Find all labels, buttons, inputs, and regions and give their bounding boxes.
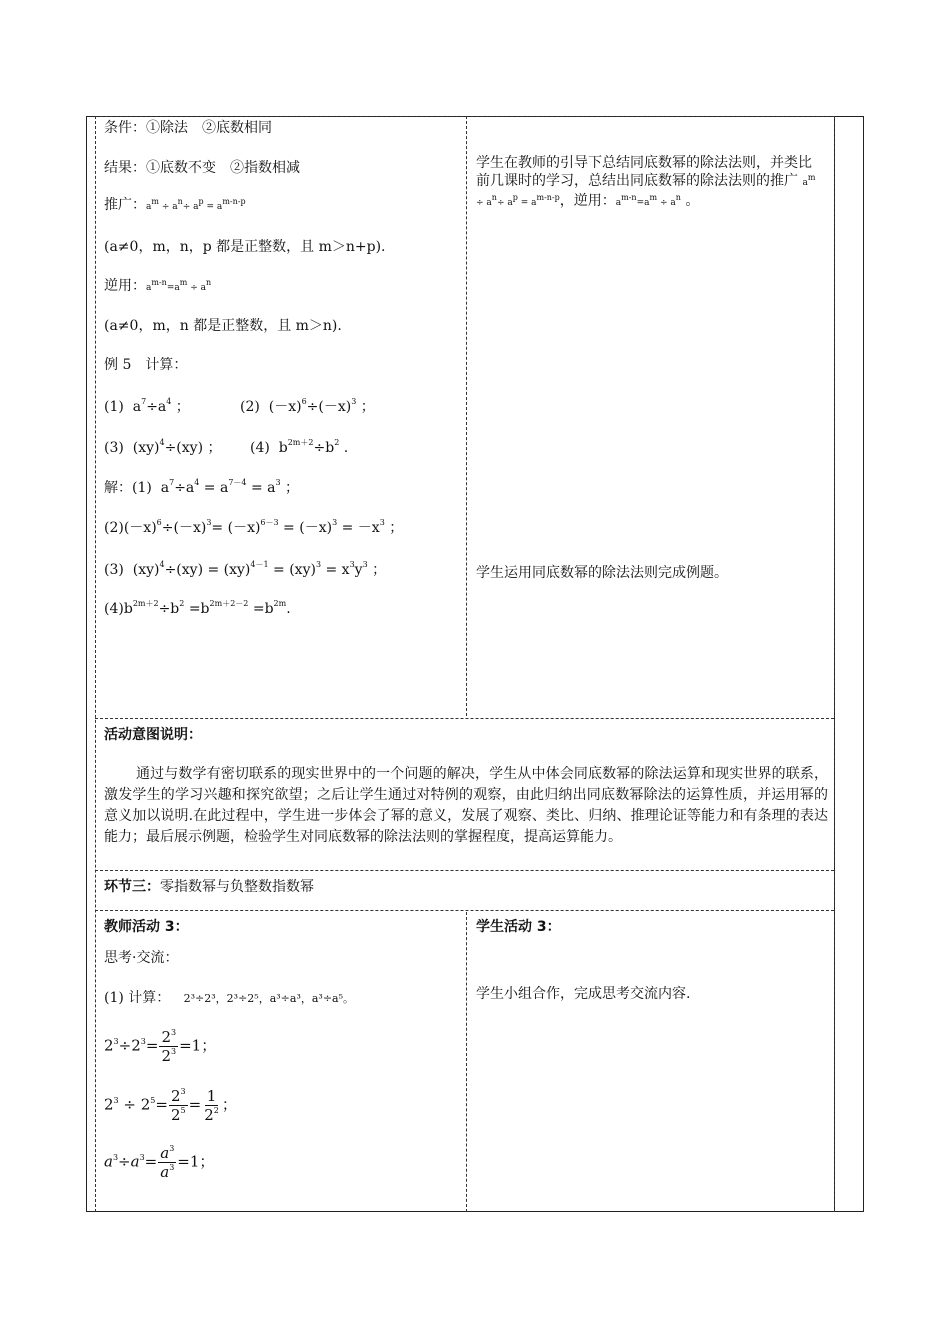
formula-2: $2^3 \div 2^5=$ $\frac{2^3}{2^5}$ = $\frac{1}{2^2}$ ； (104, 1087, 237, 1124)
student-activity-title: 学生活动 3： (476, 919, 561, 935)
generalize-line: 推广：$a^m \div a^n\div a^p = a^{m-n-p}$ (104, 197, 246, 213)
intent-title: 活动意图说明： (104, 727, 202, 743)
column-divider-bottom (466, 912, 467, 1212)
solution-2: $(2)(-x)^6\div(-x)^3= (-x)^{6-3} = (-x)^3 = -x^3$ ； (104, 518, 404, 536)
student-example-text: 学生运用同底数幂的除法法则完成例题。 (476, 565, 728, 581)
student-activity-body: 学生小组合作，完成思考交流内容. (476, 986, 691, 1002)
inverse-condition: (a≠0，m，n 都是正整数，且 m＞n). (104, 318, 342, 334)
left-inner-dash (95, 116, 96, 1212)
think-exchange: 思考·交流： (104, 950, 179, 966)
result-text: 结果：①底数不变 ②指数相减 (104, 160, 300, 176)
example-title: 例 5 计算： (104, 357, 188, 373)
solution-1: 解：(1) $a^7\div a^4 = a^{7-4} = a^3$ ； (104, 478, 300, 496)
teacher-activity-title: 教师活动 3： (104, 919, 189, 935)
formula-1: $2^3\div 2^3=$ $\frac{2^3}{2^3}$ =1； (104, 1028, 217, 1065)
example-1: (1) $a^7\div a^4$ ； (104, 397, 190, 415)
student-summary: 学生在教师的引导下总结同底数幂的除法法则，并类比前几课时的学习，总结出同底数幂的除法法则的推广 $a^m \div a^n\div a^p = a^{m-n-p}$，逆用：$a^{m-n}=a^m \div a^n$ 。 (476, 155, 816, 209)
example-2: (2) $(-x)^6\div(-x)^3$ ； (240, 397, 375, 415)
section3-title: 环节三：零指数幂与负整数指数幂 (104, 879, 314, 895)
example-4: (4) $b^{2m+2}\div b^2$ . (250, 438, 349, 456)
condition-text: 条件：①除法 ②底数相同 (104, 120, 272, 136)
inverse-line: 逆用：$a^{m-n}=a^m \div a^n$ (104, 278, 212, 294)
divider-top (95, 116, 834, 117)
solution-4: $(4)b^{2m+2}\div b^2 =b^{2m+2-2} =b^{2m}$. (104, 599, 291, 617)
generalize-condition: (a≠0，m，n，p 都是正整数，且 m＞n+p). (104, 239, 386, 255)
calc-line: (1) 计算： 2³÷2³，2³÷2⁵，a³÷a³，a³÷a⁵。 (104, 990, 355, 1006)
formula-3: $a^3\div a^3=$ $\frac{a^3}{a^3}$ =1； (104, 1144, 215, 1181)
column-divider-top (466, 116, 467, 716)
intent-body: 通过与数学有密切联系的现实世界中的一个问题的解决，学生从中体会同底数幂的除法运算和现实世界的联系，激发学生的学习兴趣和探究欲望；之后让学生通过对特例的观察，由此归纳出同底数幂除法的运算性质，并运用幂的意义加以说明.在此过程中，学生进一步体会了幂的意义，发展了观察、类比、归纳、推理论证等能力和有条理的表达能力；最后展示例题，检验学生对同底数幂的除法法则的掌握程度，提高运算能力。 (104, 766, 828, 845)
divider-section3 (95, 870, 834, 871)
divider-activity3 (95, 910, 834, 911)
solution-3: (3) $(xy)^4\div(xy) = (xy)^{4-1} = (xy)^3 = x^3y^3$ ； (104, 560, 387, 578)
example-3: (3) (xy)$^4$÷(xy) ； (104, 438, 222, 456)
right-inner-dash (834, 116, 835, 1212)
divider-intent (95, 718, 834, 719)
